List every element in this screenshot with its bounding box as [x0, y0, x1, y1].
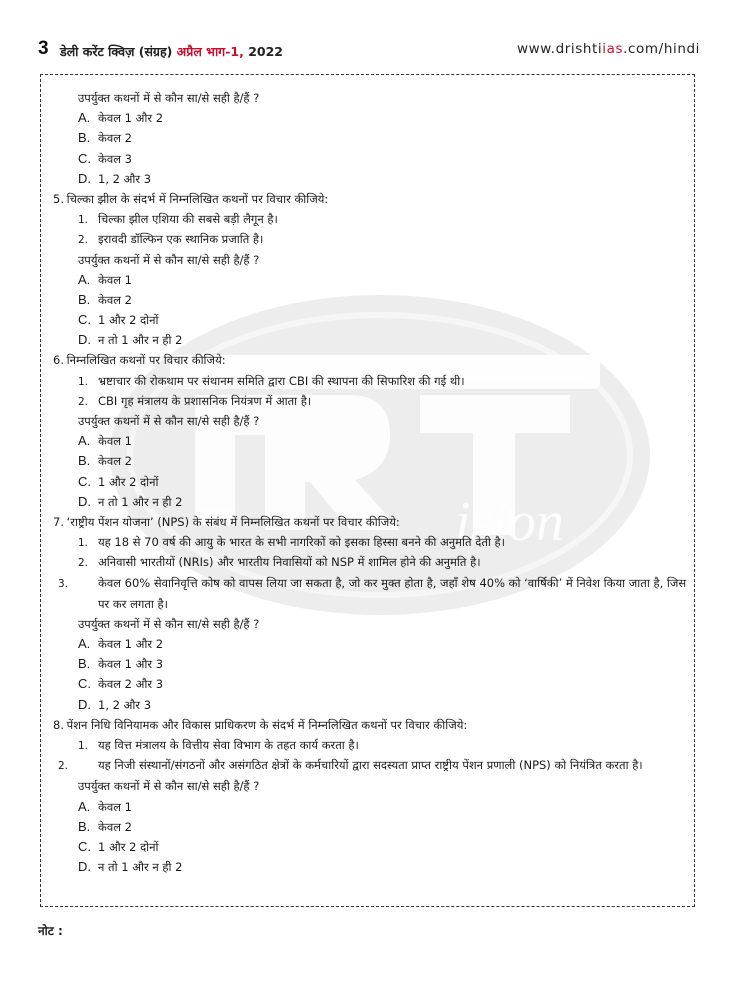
- q7-option-c[interactable]: C. केवल 2 और 3: [78, 676, 164, 692]
- q7-option-d[interactable]: D. 1, 2 और 3: [78, 696, 152, 712]
- question-5-heading: 5. चिल्का झील के संदर्भ में निम्नलिखित कथनों पर विचार कीजिये:: [53, 191, 329, 206]
- q6-option-c[interactable]: C. 1 और 2 दोनों: [78, 473, 159, 489]
- q5-statement-1: 1. चिल्का झील एशिया की सबसे बड़ी लैगून है।: [78, 212, 278, 227]
- q8-option-a[interactable]: A. केवल 1: [78, 798, 132, 814]
- footer-note-label: नोट :: [38, 924, 63, 938]
- q5-option-c[interactable]: C. 1 और 2 दोनों: [78, 312, 159, 328]
- q5-option-b[interactable]: B. केवल 2: [78, 291, 132, 307]
- header-url[interactable]: [517, 41, 700, 57]
- q6-option-b[interactable]: B. केवल 2: [78, 453, 132, 469]
- svg-text:ision: ision: [455, 491, 564, 553]
- q6-statement-1: 1. भ्रष्टाचार की रोकथाम पर संथानम समिति द्वारा CBI की स्थापना की सिफारिश की गई थी।: [78, 373, 465, 388]
- q7-statement-3: 3. केवल 60% सेवानिवृत्ति कोष को वापस लिया जा सकता है, जो कर मुक्त होता है, जहाँ शेष 40% को ‘वार्षिकी’ में निवेश किया जाता है, जिस पर कर लगता है।: [58, 575, 687, 611]
- header-title: [60, 43, 283, 60]
- prev-option-d[interactable]: D. 1, 2 और 3: [78, 170, 152, 186]
- quiz-content: [53, 88, 693, 877]
- header-title-main: डेली करेंट क्विज़ (संग्रह): [60, 44, 173, 59]
- q7-option-a[interactable]: A. केवल 1 और 2: [78, 636, 164, 652]
- q7-statement-2: 2. अनिवासी भारतीयों (NRIs) और भारतीय निवासियों को NSP में शामिल होने की अनुमति है।: [78, 555, 481, 570]
- q5-prompt: उपर्युक्त कथनों में से कौन सा/से सही है/हैं ?: [78, 252, 260, 267]
- q5-option-d[interactable]: D. न तो 1 और न ही 2: [78, 332, 183, 348]
- q6-statement-2: 2. CBI गृह मंत्रालय के प्रशासनिक नियंत्रण में आता है।: [78, 393, 312, 408]
- question-6-heading: 6. निम्नलिखित कथनों पर विचार कीजिये:: [53, 353, 226, 368]
- q8-statement-2: 2. यह निजी संस्थानों/संगठनों और असंगठित क्षेत्रों के कर्मचारियों द्वारा सदस्यता प्राप्त राष्ट्रीय पेंशन प्रणाली (NPS) को नियंत्रित करता है।: [58, 758, 643, 773]
- q8-option-c[interactable]: C. 1 और 2 दोनों: [78, 838, 159, 854]
- q5-statement-2: 2. इरावदी डॉल्फिन एक स्थानिक प्रजाति है।: [78, 232, 264, 247]
- header-title-year: 2022: [248, 44, 284, 59]
- prev-option-c[interactable]: C. केवल 3: [78, 150, 132, 166]
- q7-prompt: उपर्युक्त कथनों में से कौन सा/से सही है/हैं ?: [78, 616, 260, 631]
- q7-statement-1: 1. यह 18 से 70 वर्ष की आयु के भारत के सभी नागरिकों को इसका हिस्सा बनने की अनुमति देती है।: [78, 535, 505, 550]
- q6-option-d[interactable]: D. न तो 1 और न ही 2: [78, 493, 183, 509]
- url-suffix: .com/hindi: [623, 41, 700, 57]
- header-title-accent: अप्रैल भाग-1,: [176, 44, 244, 59]
- page-header: [38, 38, 700, 66]
- q8-option-b[interactable]: B. केवल 2: [78, 818, 132, 834]
- prev-option-a[interactable]: A. केवल 1 और 2: [78, 110, 164, 126]
- url-prefix: www.drishti: [517, 41, 603, 57]
- question-7-heading: 7. ‘राष्ट्रीय पेंशन योजना’ (NPS) के संबंध में निम्नलिखित कथनों पर विचार कीजिये:: [53, 514, 400, 529]
- q8-option-d[interactable]: D. न तो 1 और न ही 2: [78, 859, 183, 875]
- q6-prompt: उपर्युक्त कथनों में से कौन सा/से सही है/हैं ?: [78, 414, 260, 428]
- q5-option-a[interactable]: A. केवल 1: [78, 271, 132, 287]
- q6-option-a[interactable]: A. केवल 1: [78, 433, 132, 449]
- url-accent: ias: [602, 41, 624, 57]
- question-8-heading: 8. पेंशन निधि विनियामक और विकास प्राधिकरण के संदर्भ में निम्नलिखित कथनों पर विचार कीजिये:: [53, 717, 468, 732]
- prev-question-prompt: उपर्युक्त कथनों में से कौन सा/से सही है/हैं ?: [78, 91, 260, 105]
- q8-prompt: उपर्युक्त कथनों में से कौन सा/से सही है/हैं ?: [78, 779, 260, 794]
- q7-option-b[interactable]: B. केवल 1 और 3: [78, 656, 164, 672]
- q8-statement-1: 1. यह वित्त मंत्रालय के वित्तीय सेवा विभाग के तहत कार्य करता है।: [78, 738, 359, 753]
- prev-option-b[interactable]: B. केवल 2: [78, 130, 132, 146]
- page-number: 3: [38, 38, 49, 59]
